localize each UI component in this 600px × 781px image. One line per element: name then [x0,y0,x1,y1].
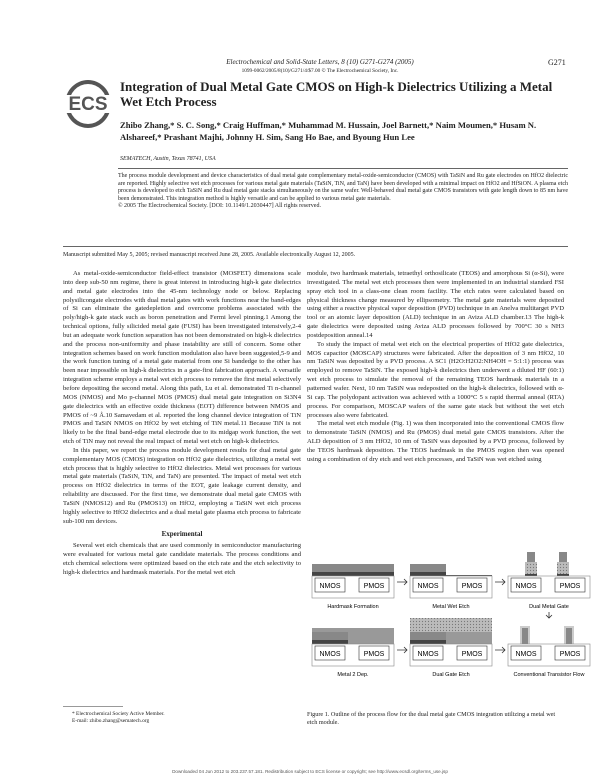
download-notice: Downloaded 04 Jun 2012 to 203.237.57.181. Redistribution subject to ECS license or copyright; see http://www.ecsdl.org/terms_use.jsp [172,769,448,774]
nmos-label: NMOS [417,583,439,590]
copyright-line: © 2005 The Electrochemical Society. [DOI: 10.1149/1.2030447] All rights reserved. [118,203,321,210]
abstract-text: The process module development and device characteristics of dual metal gate complementary metal-oxide-semiconductor (CMOS) with TaSiN and Ru gate electrodes on HfO2 dielectric are reported. Highly selective wet etch processes for various metal gate materials (TaSiN, TiN, and TaN) have been developed with a minimal impact on HfO2 and HfSiON. A plasma etch process is developed to etch TaSiN and Ru dual metal gate stacks simultaneously on the same wafer. Well-behaved dual metal gate CMOS transistors with gate length down to 85 nm have been demonstrated. This integration method is highly versatile and can be applied to various metal gate materials. [118,173,568,202]
panel-dual-metal-gate [508,552,590,610]
footnotes [72,711,292,725]
panel-metal-wet-etch [410,564,492,610]
pmos-label: PMOS [363,651,385,658]
abstract-bottom-rule [63,246,568,247]
affiliation: SEMATECH, Austin, Texas 78741, USA [120,156,216,162]
arrow-icon [495,579,505,585]
paragraph: module, two hardmask materials, tetraethyl orthosilicate (TEOS) and amorphous Si (α-Si), were investigated. The metal wet etch processes then were implemented in an industrial standard FSI spray etch tool in a class-one clean room facility. The etch rates were calculated based on physical thickness change measured by ellipsometry. The metal gate materials were deposited using either a reactive physical vapor deposition (PVD) technique in an Anelva multitarget PVD tool or an atomic layer deposition (ALD) technique in an Aviza ALD chamber.13 The high-k gate dielectrics were deposited using Aviza ALD processes followed by 700°C 30 s NH3 postdeposition anneal.14 [307,270,564,339]
arrow-icon [397,579,407,585]
footnote-rule [63,706,123,707]
ecs-logo-icon [63,78,113,130]
panel-label: Dual Gate Etch [432,672,470,678]
panel-metal-2-dep [312,628,394,678]
abstract-top-rule [118,168,568,169]
panel-dual-gate-etch [410,618,492,678]
figure-1 [307,548,592,708]
journal-info: 1099-0062/2005/8(10)/G271/4/$7.00 © The Electrochemical Society, Inc. [241,68,399,74]
paragraph: As metal-oxide-semiconductor field-effect transistor (MOSFET) dimensions scale into deep sub-50 nm regime, there is great interest in introducing high-k gate dielectrics and metal gate electrodes into the 45-nm technology node or below. Replacing polysilicongate electrodes with dual metal gates with work functions near the band-edges of Si can eliminate the gatedepletion and overcome problems associated with the poly/high-k gate stack such as boron penetration and Fermi level pinning.1 Among the technical options, fully silicided metal gate (FUSI) has been investigated intensively,2-4 but an adequate work function separation has not been demonstrated on high-k dielectrics and the process non-uniformity and phase instability are still of concern. Some other integration schemes based on work function modulation also have been suggested,5-9 and the work function tuning of a metal gate material from one Si bandedge to the other has been near impossible on high-k dielectrics in a gate-first fabrication approach. A versatile integration scheme employs a metal wet etch process to remove the first metal selectively before depositing the second metal. Along this path, Lu et al. demonstrated Ti n-channel MOS (NMOS) and Mo p-channel MOS (PMOS) dual metal gate integration on Si3N4 gate dielectrics with an effective oxide thickness (EOT) difference between NMOS and PMOS of ~9 Å.10 Samavedam et al. reported the long channel device integration of TiN PMOS and TaSiN NMOS on HfO2 by wet etching of TiN metal.11 Because TiN is not likely to be the final band-edge metal electrode due to its midgap work function, the wet etch of TiN may not reveal the real impact of metal wet etch on high-k dielectrics. [63,270,301,446]
arrow-icon [546,612,552,618]
paragraph: To study the impact of metal wet etch on the electrical properties of HfO2 gate dielectrics, MOS capacitor (MOSCAP) structures were fabricated. After the deposition of 3 nm HfO2, 10 nm TaSiN was deposited by a PVD process. A SC1 (H2O:H2O2:NH4OH = 5:1:1) process was employed to remove TaSiN. The exposed high-k dielectrics then underwent a diluted HF (60:1) wet etch process to simulate the removal of the remaining TEOS hardmask materials in a patterned wafer. Next, 10 nm TaSiN was redeposited on the high-k dielectrics, followed with α-Si cap. The polydopant activation was achieved with a 1000°C 5 s rapid thermal anneal (RTA) process. For comparison, MOSCAP wafers of the same gate stack but without the wet etch processes also were fabricated. [307,340,564,419]
panel-label: Metal Wet Etch [432,604,470,610]
pmos-label: PMOS [461,651,483,658]
arrow-icon [397,647,407,653]
pmos-label: PMOS [559,583,581,590]
panel-label: Conventional Transistor Flow [513,672,585,678]
received-dates: Manuscript submitted May 5, 2005; revised manuscript received June 28, 2005. Available electronically August 12, 2005. [63,252,356,258]
nmos-label: NMOS [319,583,341,590]
page-number: G271 [548,58,566,67]
footnote-member: * Electrochemical Society Active Member. [72,711,165,717]
footnote-email: E-mail: zhibo.zhang@sematech.org [72,718,150,724]
abstract [118,173,568,211]
nmos-label: NMOS [417,651,439,658]
right-column [307,270,564,465]
paragraph: In this paper, we report the process module development results for dual metal gate complementary MOS (CMOS) integration on HfO2 gate dielectrics, utilizing a metal wet etch process that is highly selective to HfO2 dielectrics. Metal wet processes for various metal gate materials (TaSiN, TiN, and TaN) are presented. The impact of metal wet etch process on HfO2 dielectrics in terms of the EOT, gate leakage current density, and reliability are discussed. For the first time, we demonstrate dual metal gate CMOS with TaSiN (NMOS12) and Ru (PMOS13) on HfO2, employing a TaSiN wet etch process highly selective to HfO2 dielectrics and a dual metal gate plasma etch process to fabricate sub-100 nm devices. [63,446,301,525]
panel-label: Dual Metal Gate [529,604,569,610]
paper-title: Integration of Dual Metal Gate CMOS on High-k Dielectrics Utilizing a Metal Wet Etch Process [120,79,553,109]
nmos-label: NMOS [515,651,537,658]
paragraph: Several wet etch chemicals that are used commonly in semiconductor manufacturing were evaluated for various metal gate candidate materials. The process conditions and etch chemical selections were optimized based on the etch rate and the etch selectivity to high-k dielectrics and hardmask materials. For the metal wet etch [63,542,301,576]
arrow-icon [495,647,505,653]
panel-label: Hardmask Formation [327,604,379,610]
figure-caption: Figure 1. Outline of the process flow for the dual metal gate CMOS integration utilizing a metal wet etch module. [307,711,556,726]
author-list: Zhibo Zhang,* S. C. Song,* Craig Huffman,* Muhammad M. Hussain, Joel Barnett,* Naim Moumen,* Husam N. Alshareef,* Prashant Majhi, Johnny H. Sim, Sang Ho Bae, and Byoung Hun Lee [120,120,537,142]
panel-label: Metal 2 Dep. [337,672,369,678]
paragraph: The metal wet etch module (Fig. 1) was then incorporated into the conventional CMOS flow to demonstrate TaSiN (NMOS) and Ru (PMOS) dual metal gate CMOS transistors. After the ALD deposition of 3 nm HfO2, 10 nm of TaSiN was deposited by a PVD process, followed by the TEOS hardmask deposition. The TEOS hardmask in the PMOS region then was opened using a combination of dry etch and wet etch processes, and TaSiN was wet etched using [307,420,564,463]
logo-text: ECS [68,94,108,115]
panel-conventional-transistor-flow [508,626,590,678]
panel-hardmask-formation [312,564,394,610]
journal-citation: Electrochemical and Solid-State Letters, 8 (10) G271-G274 (2005) [226,58,414,66]
nmos-label: NMOS [515,583,537,590]
pmos-label: PMOS [363,583,385,590]
pmos-label: PMOS [461,583,483,590]
section-heading: Experimental [161,530,203,539]
nmos-label: NMOS [319,651,341,658]
pmos-label: PMOS [559,651,581,658]
left-column [63,270,301,578]
